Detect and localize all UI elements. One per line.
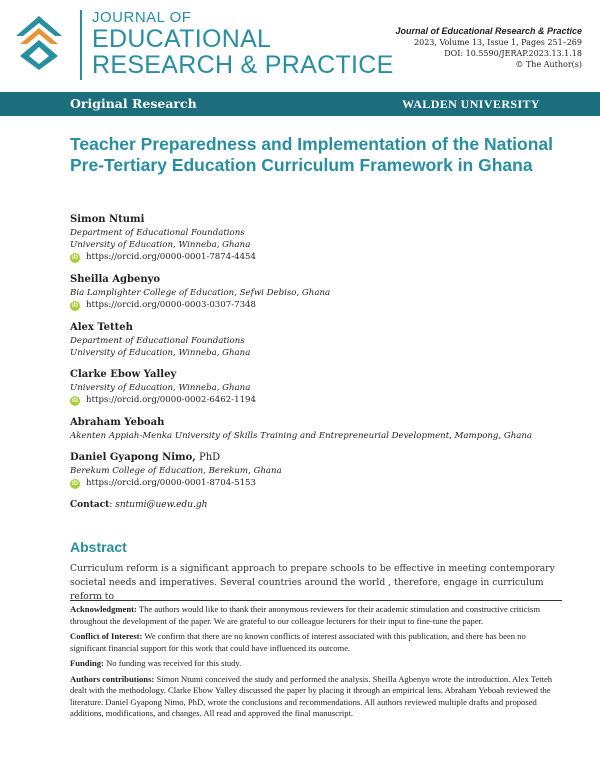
author-affiliation: University of Education, Winneba, Ghana [70, 240, 251, 250]
orcid-link[interactable]: iD https://orcid.org/0000-0002-6462-1194 [72, 395, 256, 405]
author-affiliation: Berekum College of Education, Berekum, Ghana [70, 466, 282, 476]
abstract-heading: Abstract [70, 539, 127, 555]
acknowledgment-note: Acknowledgment: The authors would like to thank their anonymous reviewers for their academic stimulation and constructive criticism throughout the development of the paper. We are grateful to our colleague lecturers for their input to fine-tune the paper. [70, 604, 541, 626]
funding-note: Funding: No funding was received for this study. [70, 658, 242, 668]
author-name: Clarke Ebow Yalley [70, 369, 177, 380]
orcid-icon: iD [72, 254, 78, 261]
copyright: © The Author(s) [515, 60, 582, 69]
orcid-icon: iD [72, 480, 78, 487]
volume-pages: 2023, Volume 13, Issue 1, Pages 251–269 [414, 38, 582, 47]
author-affiliation: Akenten Appiah-Menka University of Skills Training and Entrepreneurial Development, Mampong, Ghana [70, 431, 533, 441]
author-name: Sheilla Agbenyo [70, 274, 161, 285]
contributions-note: Authors contributions: Simon Ntumi conceived the study and performed the analysis. Sheilla Agbenyo wrote the introduction. Alex Tetteh dealt with the methodology. Clarke Ebow Yalley discussed the paper by placing it through an empirical lens. Abraham Yeboah reviewed the literature. Daniel Gyapong Nimo, PhD, wrote the conclusions and recommendations. All authors reviewed multiple drafts and proposed additions, modifications, and changes. All read and approved the final manuscript. [70, 673, 553, 718]
author-affiliation: Department of Educational Foundations [70, 336, 245, 346]
contact-line: Contact: sntumi@uew.edu.gh [70, 500, 208, 510]
author-affiliation: Bia Lamplighter College of Education, Sefwi Debiso, Ghana [70, 288, 331, 298]
university-logo: WALDEN UNIVERSITY [402, 97, 540, 111]
brand-line-3: RESEARCH & PRACTICE [92, 51, 394, 79]
section-label: Original Research [70, 96, 197, 111]
journal-logo-icon [14, 14, 64, 72]
header-divider [80, 10, 82, 80]
brand-line-2: EDUCATIONAL [92, 25, 272, 53]
abstract-text: Curriculum reform is a significant approach to prepare schools to be effective in meeting contemporary societal needs and imperatives. Several countries around the world , therefore, engage in curriculum reform to [70, 563, 555, 602]
article-notes [70, 600, 562, 724]
conflict-note: Conflict of Interest: We confirm that there are no known conflicts of interest associated with this publication, and there has been no significant financial support for this work that could have influenced its outcome. [70, 631, 526, 653]
journal-name: Journal of Educational Research & Practice [395, 26, 582, 36]
orcid-icon: iD [72, 302, 78, 309]
orcid-link[interactable]: iD https://orcid.org/0000-0001-8704-5153 [72, 478, 256, 488]
article-title: Teacher Preparedness and Implementation of the National Pre-Tertiary Education Curriculum Framework in Ghana [70, 134, 553, 175]
author-affiliation: Department of Educational Foundations [70, 228, 245, 238]
author-block [70, 368, 580, 407]
brand-line-1: JOURNAL OF [92, 9, 192, 26]
author-name: Daniel Gyapong Nimo, PhD [70, 452, 221, 463]
author-name: Abraham Yeboah [70, 417, 165, 428]
author-affiliation: University of Education, Winneba, Ghana [70, 348, 251, 358]
contact-email[interactable]: sntumi@uew.edu.gh [115, 500, 208, 510]
author-block [70, 416, 580, 442]
author-degree: PhD [195, 452, 221, 463]
author-block [70, 451, 580, 490]
orcid-link[interactable]: iD https://orcid.org/0000-0001-7874-4454 [72, 252, 256, 262]
doi[interactable]: DOI: 10.5590/JERAP.2023.13.1.18 [444, 49, 582, 58]
author-block [70, 213, 580, 264]
journal-brand [92, 10, 394, 78]
author-list [70, 213, 580, 512]
author-block [70, 273, 580, 312]
citation-block [395, 26, 582, 70]
contact-label: Contact [70, 500, 110, 510]
orcid-link[interactable]: iD https://orcid.org/0000-0003-0307-7348 [72, 300, 256, 310]
orcid-icon: iD [72, 397, 78, 404]
journal-header [0, 0, 600, 88]
author-block [70, 321, 580, 359]
author-affiliation: University of Education, Winneba, Ghana [70, 383, 251, 393]
author-name: Alex Tetteh [70, 322, 133, 333]
author-name: Simon Ntumi [70, 214, 145, 225]
section-band [0, 92, 600, 116]
